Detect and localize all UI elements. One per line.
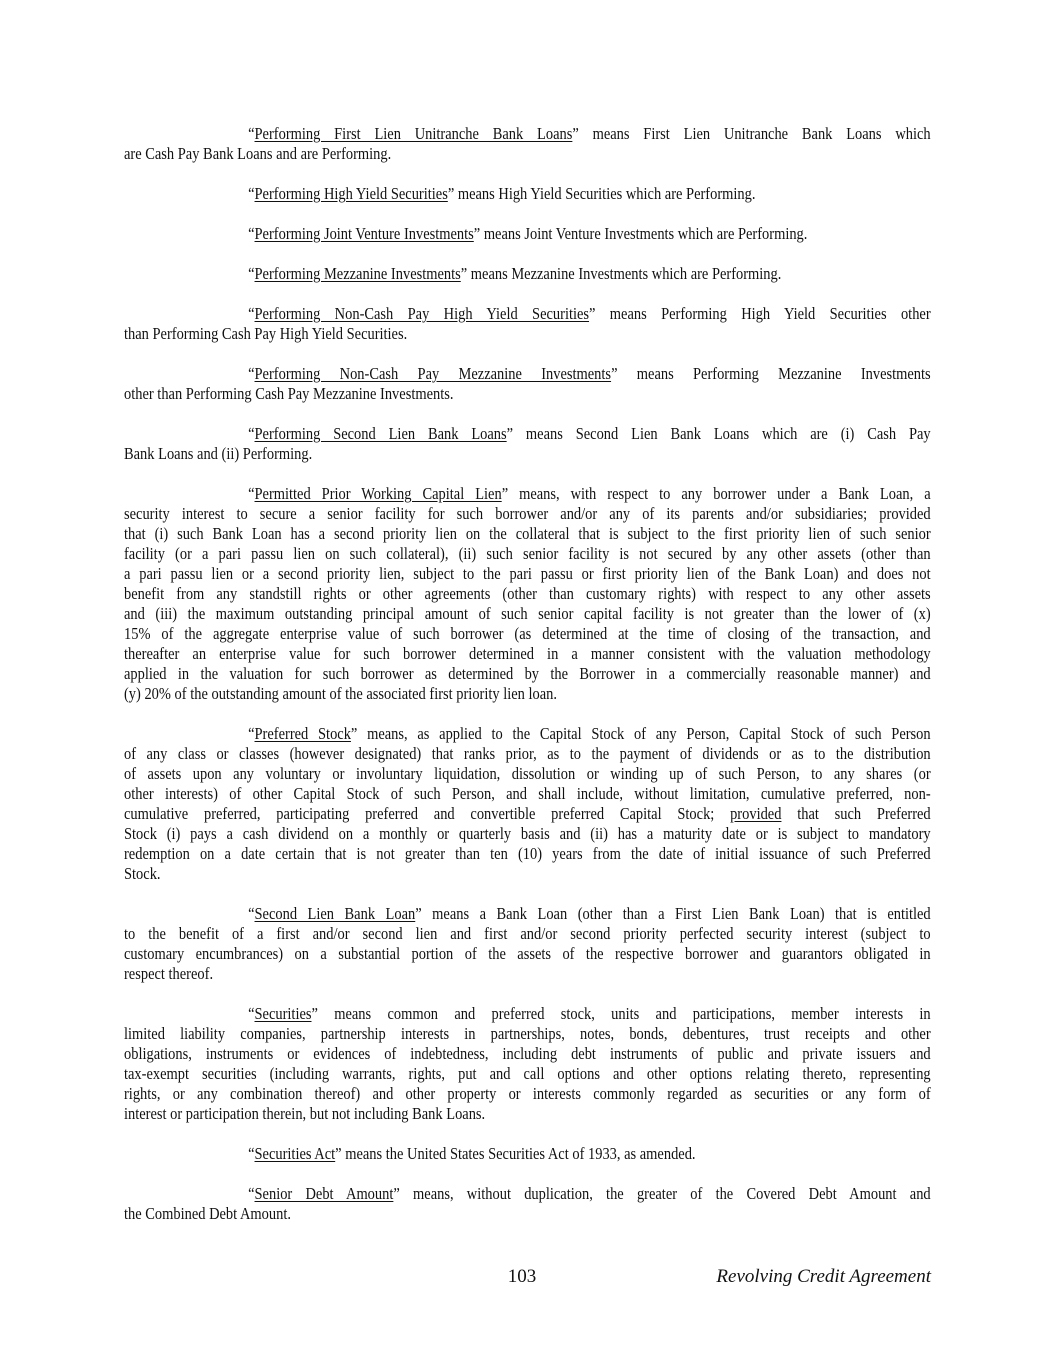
- definition-paragraph: [124, 364, 931, 404]
- text-line: customary encumbrances) on a substantial portion of the assets of the respective borrower and guarantors obligated in: [124, 944, 931, 963]
- definition-paragraph: [124, 264, 931, 284]
- text-line: “Second Lien Bank Loan” means a Bank Loan (other than a First Lien Bank Loan) that is entitled: [248, 904, 931, 923]
- page-number: 103: [507, 1266, 537, 1287]
- definition-paragraph: [124, 184, 931, 204]
- text-line: “Securities Act” means the United States Securities Act of 1933, as amended.: [248, 1144, 696, 1163]
- text-line: the Combined Debt Amount.: [124, 1204, 291, 1223]
- text-line: than Performing Cash Pay High Yield Securities.: [124, 324, 408, 343]
- definition-paragraph: [124, 1184, 931, 1224]
- definition-paragraph: [124, 124, 931, 164]
- text-line: Stock.: [124, 864, 161, 883]
- text-line: are Cash Pay Bank Loans and are Performing.: [124, 144, 392, 163]
- defined-term: Second Lien Bank Loan: [254, 904, 416, 923]
- text-line: other interests) of other Capital Stock of such Person, and shall include, without limitation, cumulative preferred, non-: [124, 784, 931, 803]
- text-line: and (iii) the maximum outstanding principal amount of such senior capital facility is not greater than the lower of (x): [124, 604, 931, 623]
- text-line: “Performing Mezzanine Investments” means Mezzanine Investments which are Performing.: [248, 264, 782, 283]
- definition-paragraph: [124, 1144, 931, 1164]
- text-line: “Performing Second Lien Bank Loans” means Second Lien Bank Loans which are (i) Cash Pay: [248, 424, 931, 443]
- defined-term: Permitted Prior Working Capital Lien: [254, 484, 502, 503]
- defined-term: Performing Joint Venture Investments: [254, 224, 474, 243]
- text-line: cumulative preferred, participating preferred and convertible preferred Capital Stock; provided that such Preferred: [124, 804, 931, 823]
- text-line: tax-exempt securities (including warrants, rights, put and call options and other options relating thereto, representing: [124, 1064, 931, 1083]
- document-title-footer: Revolving Credit Agreement: [716, 1266, 931, 1287]
- text-line: limited liability companies, partnership interests in partnerships, notes, bonds, debentures, trust receipts and other: [124, 1024, 931, 1043]
- text-line: “Performing High Yield Securities” means High Yield Securities which are Performing.: [248, 184, 756, 203]
- emphasis-underline: provided: [730, 804, 782, 823]
- text-line: respect thereof.: [124, 964, 214, 983]
- document-body: [124, 124, 931, 1244]
- definition-paragraph: [124, 224, 931, 244]
- defined-term: Performing Mezzanine Investments: [254, 264, 461, 283]
- defined-term: Performing First Lien Unitranche Bank Loans: [254, 124, 573, 143]
- text-line: “Preferred Stock” means, as applied to the Capital Stock of any Person, Capital Stock of such Person: [248, 724, 931, 743]
- text-line: “Performing First Lien Unitranche Bank Loans” means First Lien Unitranche Bank Loans which: [248, 124, 931, 143]
- text-line: “Senior Debt Amount” means, without duplication, the greater of the Covered Debt Amount and: [248, 1184, 931, 1203]
- defined-term: Performing High Yield Securities: [254, 184, 448, 203]
- text-line: a pari passu lien or a second priority lien, subject to the pari passu or first priority lien of the Bank Loan) and does not: [124, 564, 931, 583]
- defined-term: Performing Non-Cash Pay Mezzanine Investments: [254, 364, 612, 383]
- definition-paragraph: [124, 304, 931, 344]
- defined-term: Preferred Stock: [254, 724, 351, 743]
- text-line: “Securities” means common and preferred stock, units and participations, member interests in: [248, 1004, 931, 1023]
- text-line: interest or participation therein, but not including Bank Loans.: [124, 1104, 486, 1123]
- definition-paragraph: [124, 904, 931, 984]
- text-line: benefit from any standstill rights or other agreements (other than customary rights) with respect to any other assets: [124, 584, 931, 603]
- defined-term: Securities: [254, 1004, 312, 1023]
- text-line: 15% of the aggregate enterprise value of such borrower (as determined at the time of closing of the transaction, and: [124, 624, 931, 643]
- text-line: of assets upon any voluntary or involuntary liquidation, dissolution or winding up of such Person, to any shares (or: [124, 764, 931, 783]
- defined-term: Performing Non-Cash Pay High Yield Securities: [254, 304, 590, 323]
- defined-term: Performing Second Lien Bank Loans: [254, 424, 507, 443]
- text-line: that (i) such Bank Loan has a second priority lien on the collateral that is subject to the first priority lien of such senior: [124, 524, 931, 543]
- text-line: to the benefit of a first and/or second lien and first and/or second priority perfected security interest (subject to: [124, 924, 931, 943]
- text-line: other than Performing Cash Pay Mezzanine Investments.: [124, 384, 454, 403]
- text-line: Stock (i) pays a cash dividend on a monthly or quarterly basis and (ii) has a maturity date or is subject to mandatory: [124, 824, 931, 843]
- text-line: redemption on a date certain that is not greater than ten (10) years from the date of initial issuance of such Preferred: [124, 844, 931, 863]
- text-line: obligations, instruments or evidences of indebtedness, including debt instruments of public and private issuers and: [124, 1044, 931, 1063]
- text-line: “Permitted Prior Working Capital Lien” means, with respect to any borrower under a Bank Loan, a: [248, 484, 931, 503]
- definition-paragraph: [124, 1004, 931, 1124]
- text-line: rights, or any combination thereof) and other property or interests commonly regarded as securities or any form of: [124, 1084, 931, 1103]
- text-line: Bank Loans and (ii) Performing.: [124, 444, 313, 463]
- text-line: “Performing Non-Cash Pay High Yield Securities” means Performing High Yield Securities other: [248, 304, 931, 323]
- text-line: of any class or classes (however designated) that ranks prior, as to the payment of dividends or as to the distribution: [124, 744, 931, 763]
- text-line: security interest to secure a senior facility for such borrower and/or any of its parents and/or subsidiaries; provided: [124, 504, 931, 523]
- definition-paragraph: [124, 724, 931, 884]
- text-line: applied in the valuation for such borrower as determined by the Borrower in a commercially reasonable manner) and: [124, 664, 931, 683]
- text-line: “Performing Non-Cash Pay Mezzanine Investments” means Performing Mezzanine Investments: [248, 364, 931, 383]
- text-line: thereafter an enterprise value for such borrower determined in a manner consistent with the valuation methodology: [124, 644, 931, 663]
- definition-paragraph: [124, 484, 931, 704]
- definition-paragraph: [124, 424, 931, 464]
- defined-term: Senior Debt Amount: [254, 1184, 394, 1203]
- text-line: facility (or a pari passu lien on such collateral), (ii) such senior facility is not secured by any other assets (other than: [124, 544, 931, 563]
- defined-term: Securities Act: [254, 1144, 336, 1163]
- text-line: (y) 20% of the outstanding amount of the associated first priority lien loan.: [124, 684, 558, 703]
- text-line: “Performing Joint Venture Investments” means Joint Venture Investments which are Performing.: [248, 224, 808, 243]
